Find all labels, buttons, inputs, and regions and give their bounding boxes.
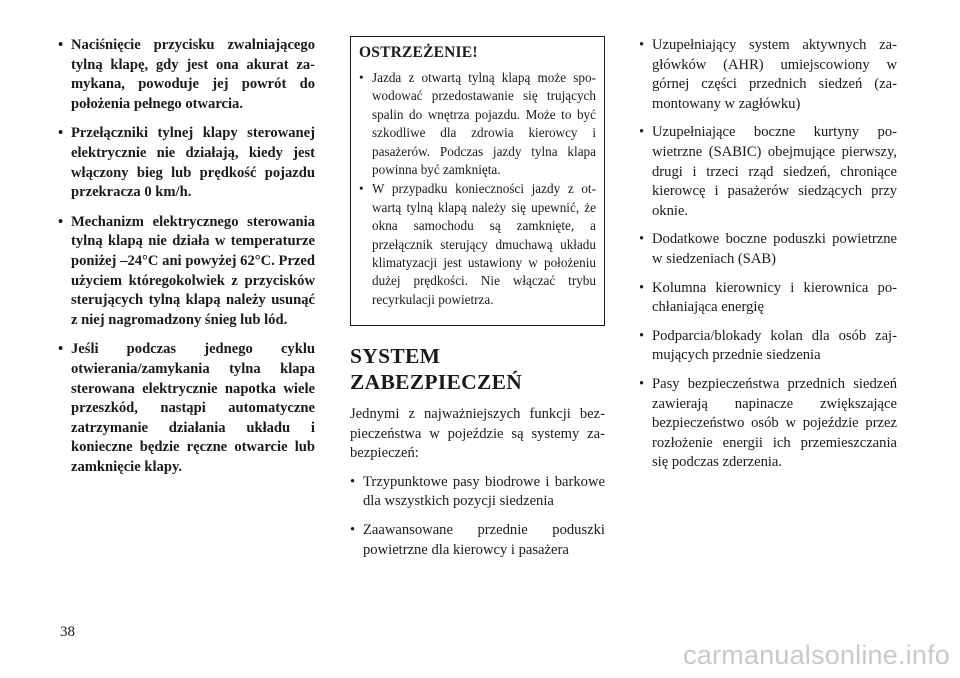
right-column (639, 36, 897, 482)
list-item: • Kolumna kierownicy i kierownica pochłaniająca energię (639, 279, 897, 318)
section-heading (350, 343, 605, 395)
list-item: • Dodatkowe boczne poduszki powietrzne w siedzeniach (SAB) (639, 230, 897, 269)
warning-box (350, 36, 605, 326)
watermark: carmanualsonline.info (683, 640, 950, 670)
list-item: • Przełączniki tylnej klapy sterowanej elektrycznie nie działają, kiedy jest włączony bieg lub prędkość pojazdu przekracza 0 km/h. (58, 124, 315, 202)
middle-column (350, 36, 605, 569)
section-heading-line: SYSTEM (350, 344, 441, 368)
section-heading-line: ZABEZPIECZEŃ (350, 370, 523, 394)
list-item: • Naciśnięcie przycisku zwalniającego tylną klapę, gdy jest ona akurat zamykana, powoduje jej powrót do położenia pełnego otwarcia. (58, 36, 315, 114)
list-item: • Mechanizm elektrycznego sterowania tylną klapą nie działa w temperaturze poniżej –24°C ani powyżej 62°C. Przed użyciem któregokolwiek z przycisków sterujących tylną klapą należy usunąć z niej nagromadzony śnieg lub lód. (58, 213, 315, 331)
section-intro: Jednymi z najważniejszych funkcji bezpieczeństwa w pojeździe są systemy zabezpieczeń: (350, 406, 605, 462)
list-item: • Uzupełniające boczne kurtyny powietrzne (SABIC) obejmujące pierwszy, drugi i trzeci rząd siedzeń, chroniące kierowcę i pasażerów siedzących przy oknie. (639, 123, 897, 221)
list-item: • Jeśli podczas jednego cyklu otwierania/zamykania tylna klapa sterowana elektrycznie napotka wiele przeszkód, nastąpi automatyczne zatrzymanie działania układu i konieczne będzie ręczne otwarcie lub zamknięcie klapy. (58, 340, 315, 477)
list-item: • Trzypunktowe pasy biodrowe i barkowe dla wszystkich pozycji siedzenia (350, 473, 605, 512)
warning-list (359, 69, 596, 309)
list-item: • Zaawansowane przednie poduszki powietrzne dla kierowcy i pasażera (350, 521, 605, 560)
list-item: • W przypadku konieczności jazdy z otwartą tylną klapą należy się upewnić, że okna samochodu są zamknięte, a przełącznik sterujący dmuchawą układu klimatyzacji jest ustawiony w położeniu dużej prędkości. Nie włączać trybu recyrkulacji powietrza. (359, 180, 596, 309)
list-item: • Jazda z otwartą tylną klapą może spowodować przedostawanie się trujących spalin do wnętrza pojazdu. Może to być szkodliwe dla zdrowia kierowcy i pasażerów. Podczas jazdy tylna klapa powinna być zamknięta. (359, 69, 596, 179)
left-column (58, 36, 315, 487)
tailgate-notes-list (58, 36, 315, 477)
list-item: • Pasy bezpieczeństwa przednich siedzeń zawierają napinacze zwiększające bezpieczeństwo osób w pojeździe przez rozłożenie energii ich przemieszczania się podczas zderzenia. (639, 375, 897, 473)
safety-systems-list-continued (639, 36, 897, 473)
warning-title: OSTRZEŻENIE! (359, 44, 478, 61)
page-number: 38 (60, 624, 75, 640)
list-item: • Uzupełniający system aktywnych zagłówków (AHR) umiejscowiony w górnej części przednich siedzeń (zamontowany w zagłówku) (639, 36, 897, 114)
list-item: • Podparcia/blokady kolan dla osób zajmujących przednie siedzenia (639, 327, 897, 366)
safety-systems-list (350, 473, 605, 560)
